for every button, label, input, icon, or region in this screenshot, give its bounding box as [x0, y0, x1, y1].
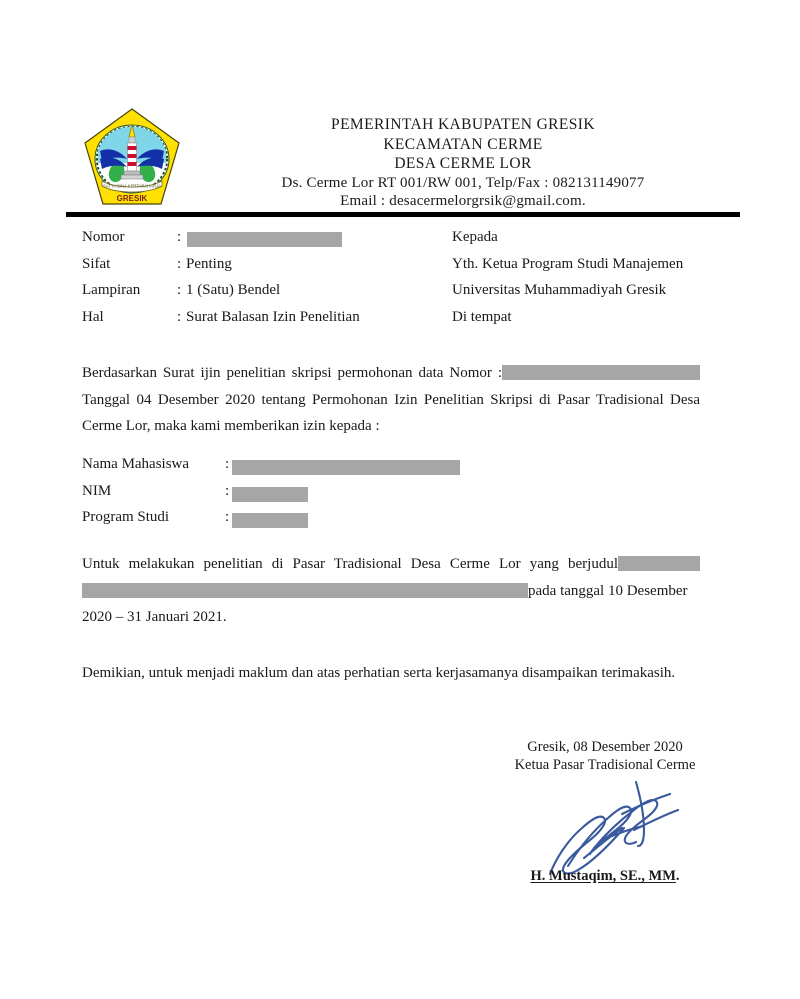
- student-row-program-studi: [82, 509, 582, 536]
- redaction-nomor: [187, 232, 342, 247]
- paragraph-closing: [82, 660, 700, 687]
- signature-title: Ketua Pasar Tradisional Cerme: [514, 757, 696, 773]
- letterhead-email: Email : desacermelorgrsik@gmail.com.: [340, 193, 586, 210]
- paragraph-izin-line-2: [82, 578, 700, 605]
- letterhead-line-2: KECAMATAN CERME: [383, 135, 543, 153]
- redaction-judul-part-2: [82, 583, 528, 598]
- paragraph-izin-line-1-text: Untuk melakukan penelitian di Pasar Tradisional Desa Cerme Lor yang berjudul: [82, 556, 618, 572]
- signature-name: [470, 868, 740, 885]
- letterhead-line-1: PEMERINTAH KABUPATEN GRESIK: [331, 116, 595, 133]
- redaction-program-studi: [232, 513, 308, 528]
- field-value-sifat: Penting: [186, 255, 232, 272]
- addressee-line-3: Universitas Muhammadiyah Gresik: [452, 282, 667, 298]
- paragraph-izin-line-1: [82, 551, 700, 578]
- field-colon-nomor: :: [177, 229, 182, 245]
- student-colon-nim: :: [225, 482, 230, 499]
- addressee-line-1: Kepada: [452, 229, 498, 245]
- letter-meta-block: [82, 229, 740, 335]
- paragraph-izin-line-3: 2020 – 31 Januari 2021.: [82, 609, 227, 625]
- student-row-nama: [82, 456, 582, 483]
- field-value-lampiran: 1 (Satu) Bendel: [186, 282, 281, 298]
- redaction-judul-part-1: [618, 556, 700, 571]
- letterhead-address: Ds. Cerme Lor RT 001/RW 001, Telp/Fax : 082131149077: [281, 174, 645, 191]
- field-colon-sifat: :: [177, 255, 182, 272]
- student-label-nim: NIM: [82, 482, 112, 499]
- paragraph-izin: [82, 551, 700, 631]
- letterhead-divider: [66, 212, 740, 217]
- field-row-sifat: [82, 256, 740, 283]
- paragraph-basis-line-3: Cerme Lor, maka kami memberikan izin kepada :: [82, 418, 380, 434]
- field-value-hal: Surat Balasan Izin Penelitian: [186, 308, 360, 325]
- paragraph-izin-line-2-text: pada tanggal 10 Desember: [528, 582, 688, 599]
- addressee-line-2: Yth. Ketua Program Studi Manajemen: [452, 255, 684, 272]
- svg-text:SATYA BINA KERTARAHARJA: SATYA BINA KERTARAHARJA: [103, 183, 161, 189]
- student-colon-nama: :: [225, 456, 230, 472]
- letterhead: [66, 105, 740, 210]
- field-row-nomor: [82, 229, 740, 256]
- handwritten-signature-icon: [470, 774, 740, 880]
- field-label-sifat: Sifat: [82, 255, 111, 272]
- signature-name-text: H. Mustaqim, SE., MM: [530, 868, 676, 884]
- field-label-hal: Hal: [82, 308, 104, 325]
- field-label-lampiran: Lampiran: [82, 282, 141, 298]
- addressee-line-4: Di tempat: [452, 308, 512, 325]
- letterhead-text: [186, 115, 740, 211]
- paragraph-basis-line-1: [82, 360, 700, 387]
- field-colon-hal: :: [177, 308, 182, 325]
- field-row-hal: [82, 309, 740, 336]
- paragraph-closing-text: Demikian, untuk menjadi maklum dan atas perhatian serta kerjasamanya disampaikan terimakasih.: [82, 665, 676, 681]
- student-label-program-studi: Program Studi: [82, 509, 170, 525]
- paragraph-basis: [82, 360, 700, 440]
- letterhead-line-3: DESA CERME LOR: [394, 155, 532, 173]
- student-label-nama: Nama Mahasiswa: [82, 456, 190, 472]
- field-colon-lampiran: :: [177, 282, 182, 298]
- signature-place-date: Gresik, 08 Desember 2020: [527, 739, 683, 755]
- paragraph-basis-line-2: Tanggal 04 Desember 2020 tentang Permohonan Izin Penelitian Skripsi di Pasar Tradisional Desa: [82, 391, 700, 408]
- redaction-surat-nomor: [502, 365, 700, 380]
- signature-name-period: .: [675, 868, 680, 884]
- signature-block: [470, 738, 740, 884]
- paragraph-basis-line-1-text: Berdasarkan Surat ijin penelitian skripsi permohonan data Nomor :: [82, 365, 502, 381]
- field-label-nomor: Nomor: [82, 229, 125, 245]
- student-colon-program-studi: :: [225, 509, 230, 525]
- logo-caption: GRESIK: [116, 194, 148, 203]
- gresik-regency-emblem-icon: [82, 107, 182, 210]
- student-data-block: [82, 456, 582, 536]
- field-row-lampiran: [82, 282, 740, 309]
- student-row-nim: [82, 483, 582, 510]
- redaction-nama-mahasiswa: [232, 460, 460, 475]
- redaction-nim: [232, 487, 308, 502]
